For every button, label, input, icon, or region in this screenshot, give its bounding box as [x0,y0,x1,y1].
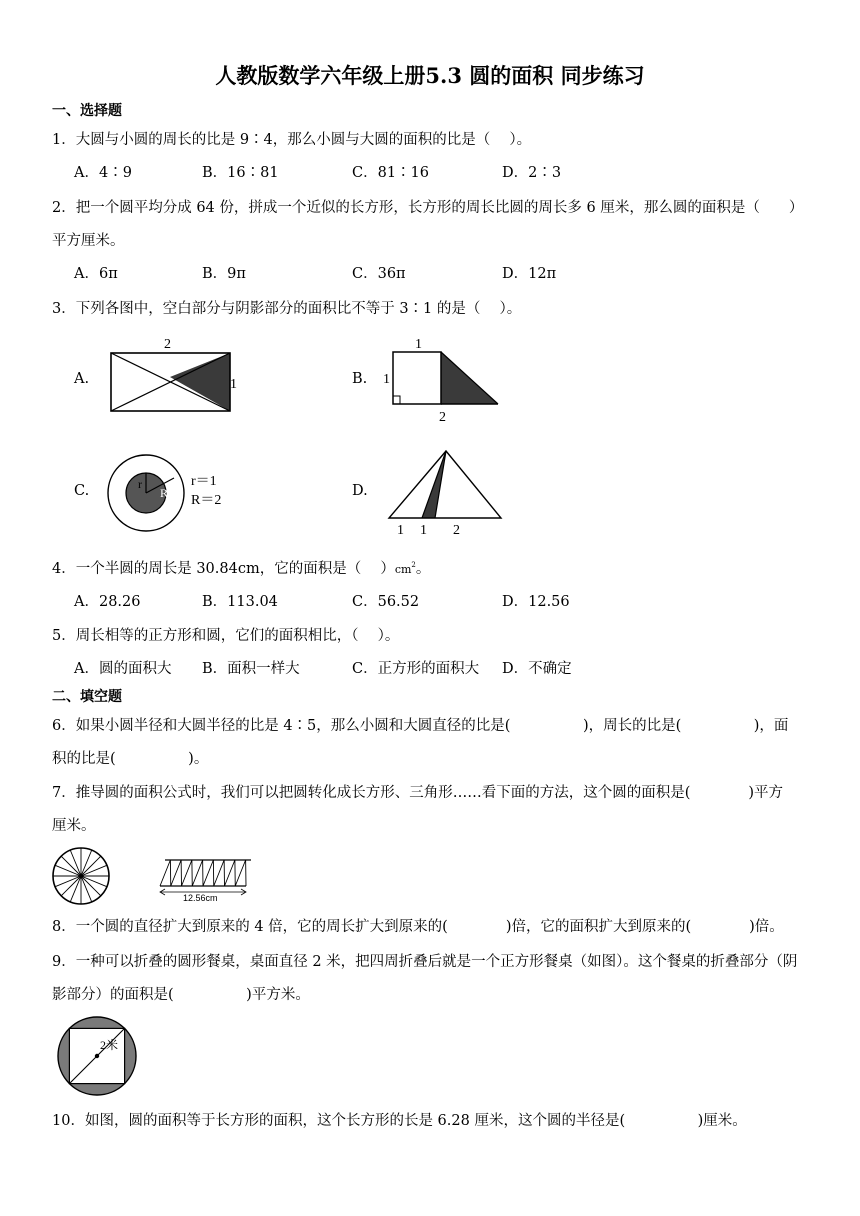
q9-diameter-label: 2米 [100,1038,119,1052]
question-1: 1．大圆与小圆的周长的比是 9∶4，那么小圆与大圆的面积的比是（ ）。 [52,132,532,148]
q5-option-c[interactable]: C．正方形的面积大 [352,661,480,677]
q4-option-c[interactable]: C．56.52 [352,594,420,610]
q4-option-d[interactable]: D．12.56 [502,594,570,610]
q3-figure-b [380,334,510,424]
question-4-end: 。 [415,561,431,577]
center-point [95,1054,99,1058]
section-fill-heading: 二、填空题 [52,689,122,705]
figD-label-1: 1 [397,523,404,538]
sector-line [61,876,81,896]
q5-option-b[interactable]: B．面积一样大 [202,661,300,677]
sector-line [61,856,81,876]
q2-option-d[interactable]: D．12π [502,266,557,282]
figB-label-top: 1 [415,337,422,352]
q1-option-c[interactable]: C．81∶16 [352,165,429,181]
q7-rearranged-shape [156,856,256,904]
question-9-line2: 影部分）的面积是( )平方米。 [52,987,310,1003]
figB-label-left: 1 [383,372,390,387]
sector-line [81,876,101,896]
figB-label-bottom: 2 [439,410,446,425]
question-8: 8．一个圆的直径扩大到原来的 4 倍，它的周长扩大到原来的( )倍，它的面积扩大到原来的( )倍。 [52,919,784,935]
right-angle-mark [393,396,400,404]
zigzag-line [160,860,246,886]
q9-folding-table [55,1014,139,1098]
figA-label-top: 2 [164,337,171,352]
q1-option-b[interactable]: B．16∶81 [202,165,279,181]
q3-figure-a [100,332,260,414]
figA-label-right: 1 [230,377,237,392]
q5-option-d[interactable]: D．不确定 [502,661,572,677]
question-4-text: 4．一个半圆的周长是 30.84cm，它的面积是（ ） [52,561,395,577]
q3-label-c[interactable]: C. [74,483,90,499]
zigzag-sectors [160,860,246,886]
q3-figure-d [380,446,510,538]
q4-option-b[interactable]: B．113.04 [202,594,278,610]
question-4-unit: cm [394,563,412,576]
question-2-line2: 平方厘米。 [52,233,125,249]
figD-label-2: 1 [420,523,427,538]
sector-line [81,856,101,876]
q7-sectored-circle [50,845,112,907]
question-9-line1: 9．一种可以折叠的圆形餐桌，桌面直径 2 米，把四周折叠后就是一个正方形餐桌（如图）。这个餐桌的折叠部分（阴 [52,954,798,970]
page-title: 人教版数学六年级上册5.3 圆的面积 同步练习 [215,63,645,88]
shaded-triangle [170,353,230,411]
q3-figure-c [100,448,260,538]
figC-R-value: R＝2 [191,493,222,508]
question-6-line2: 积的比是( )。 [52,751,209,767]
question-7-line1: 7．推导圆的面积公式时，我们可以把圆转化成长方形、三角形……看下面的方法，这个圆的面积是( )平方 [52,785,784,801]
outer-triangle [389,451,501,518]
figD-label-3: 2 [453,523,460,538]
q2-option-b[interactable]: B．9π [202,266,246,282]
figC-R-mark: R [160,486,169,500]
question-4-sup: 2 [411,561,416,570]
question-10: 10．如图，圆的面积等于长方形的面积，这个长方形的长是 6.28 厘米，这个圆的半径是( )厘米。 [52,1113,747,1129]
question-6-line1: 6．如果小圆半径和大圆半径的比是 4∶5，那么小圆和大圆直径的比是( )，周长的比是( )，面 [52,718,789,734]
q7-dimension-label: 12.56cm [183,893,218,903]
q3-label-d[interactable]: D. [352,483,368,499]
q5-option-a[interactable]: A．圆的面积大 [74,661,172,677]
question-4 [52,557,430,578]
q3-label-a[interactable]: A. [74,371,90,387]
q1-option-d[interactable]: D．2∶3 [502,165,562,181]
question-7-line2: 厘米。 [52,818,96,834]
q3-label-b[interactable]: B. [352,371,368,387]
q2-option-c[interactable]: C．36π [352,266,406,282]
q4-option-a[interactable]: A．28.26 [74,594,141,610]
figC-r-value: r＝1 [191,474,217,489]
section-choice-heading: 一、选择题 [52,103,122,119]
question-2-line1: 2．把一个圆平均分成 64 份，拼成一个近似的长方形，长方形的周长比圆的周长多 6 厘米，那么圆的面积是（ ） [52,200,804,216]
q1-option-a[interactable]: A．4∶9 [74,165,132,181]
question-5: 5．周长相等的正方形和圆，它们的面积相比，（ ）。 [52,628,400,644]
question-3: 3．下列各图中，空白部分与阴影部分的面积比不等于 3∶1 的是（ ）。 [52,301,522,317]
figC-r-mark: r [138,477,142,491]
q2-option-a[interactable]: A．6π [74,266,118,282]
